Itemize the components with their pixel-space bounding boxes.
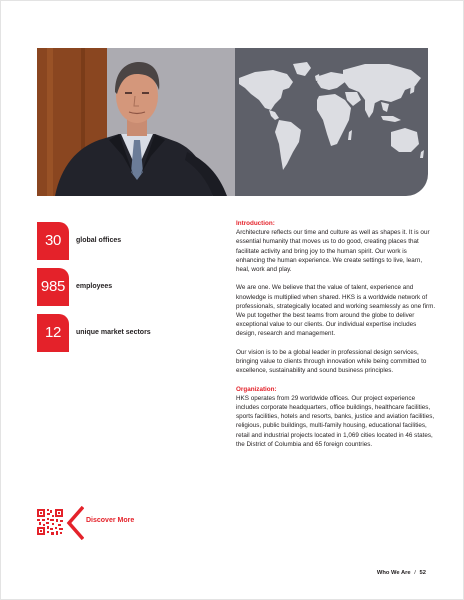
world-map-panel — [235, 48, 428, 196]
stat-employees — [37, 268, 217, 306]
stat-value: 985 — [37, 268, 69, 306]
world-map-icon — [235, 48, 428, 196]
discover-more-link[interactable]: Discover More — [86, 517, 135, 524]
introduction-heading: Introduction: — [236, 220, 275, 227]
introduction-paragraph-2: We are one. We believe that the value of talent, experience and knowledge is multiplied when shared. HKS is a worldwide network of professionals, strategically located and working seamlessly as one firm. We put together the best teams from around the globe to deliver exceptional value to our clients. Our individual expertise includes design, research and management. — [236, 284, 436, 338]
footer-section-title: Who We Are — [376, 570, 411, 576]
stat-label: employees — [76, 283, 113, 290]
stat-value: 12 — [37, 314, 69, 352]
stat-market-sectors — [37, 314, 217, 352]
chevron-left-icon[interactable] — [66, 506, 84, 540]
body-copy — [236, 219, 436, 449]
organization-paragraph: HKS operates from 29 worldwide offices. Our project experience includes corporate headquarters, office buildings, healthcare facilities, sports facilities, hotels and resorts, banks, justice and aviation facilities, religious, public buildings, multi-family housing, educational facilities, retail and industrial projects located in 1,069 cities located in 46 states, the District of Columbia and 65 foreign countries. — [236, 394, 435, 448]
page-number: 52 — [419, 570, 426, 576]
stat-value: 30 — [37, 222, 69, 260]
executive-portrait-photo — [37, 48, 235, 196]
page-footer — [377, 570, 426, 576]
introduction-paragraph-1: Architecture reflects our time and culture as well as shapes it. It is our essential humanity that moves us to do good, creating places that facilitate activity and bring joy to the human spirit. Our work is enhancing the human experience. We create settings to live, learn, heal, work and play. — [236, 229, 430, 274]
organization-heading: Organization: — [236, 385, 277, 393]
introduction-paragraph-3: Our vision is to be a global leader in professional design services, bringing value to clients through innovation while being committed to excellence, sustainability and sound business principles. — [236, 348, 427, 375]
stat-label: unique market sectors — [76, 329, 151, 336]
stat-label: global offices — [76, 237, 122, 244]
footer-separator: / — [414, 570, 416, 576]
qr-code-icon[interactable] — [37, 509, 63, 535]
stat-global-offices — [37, 222, 217, 260]
